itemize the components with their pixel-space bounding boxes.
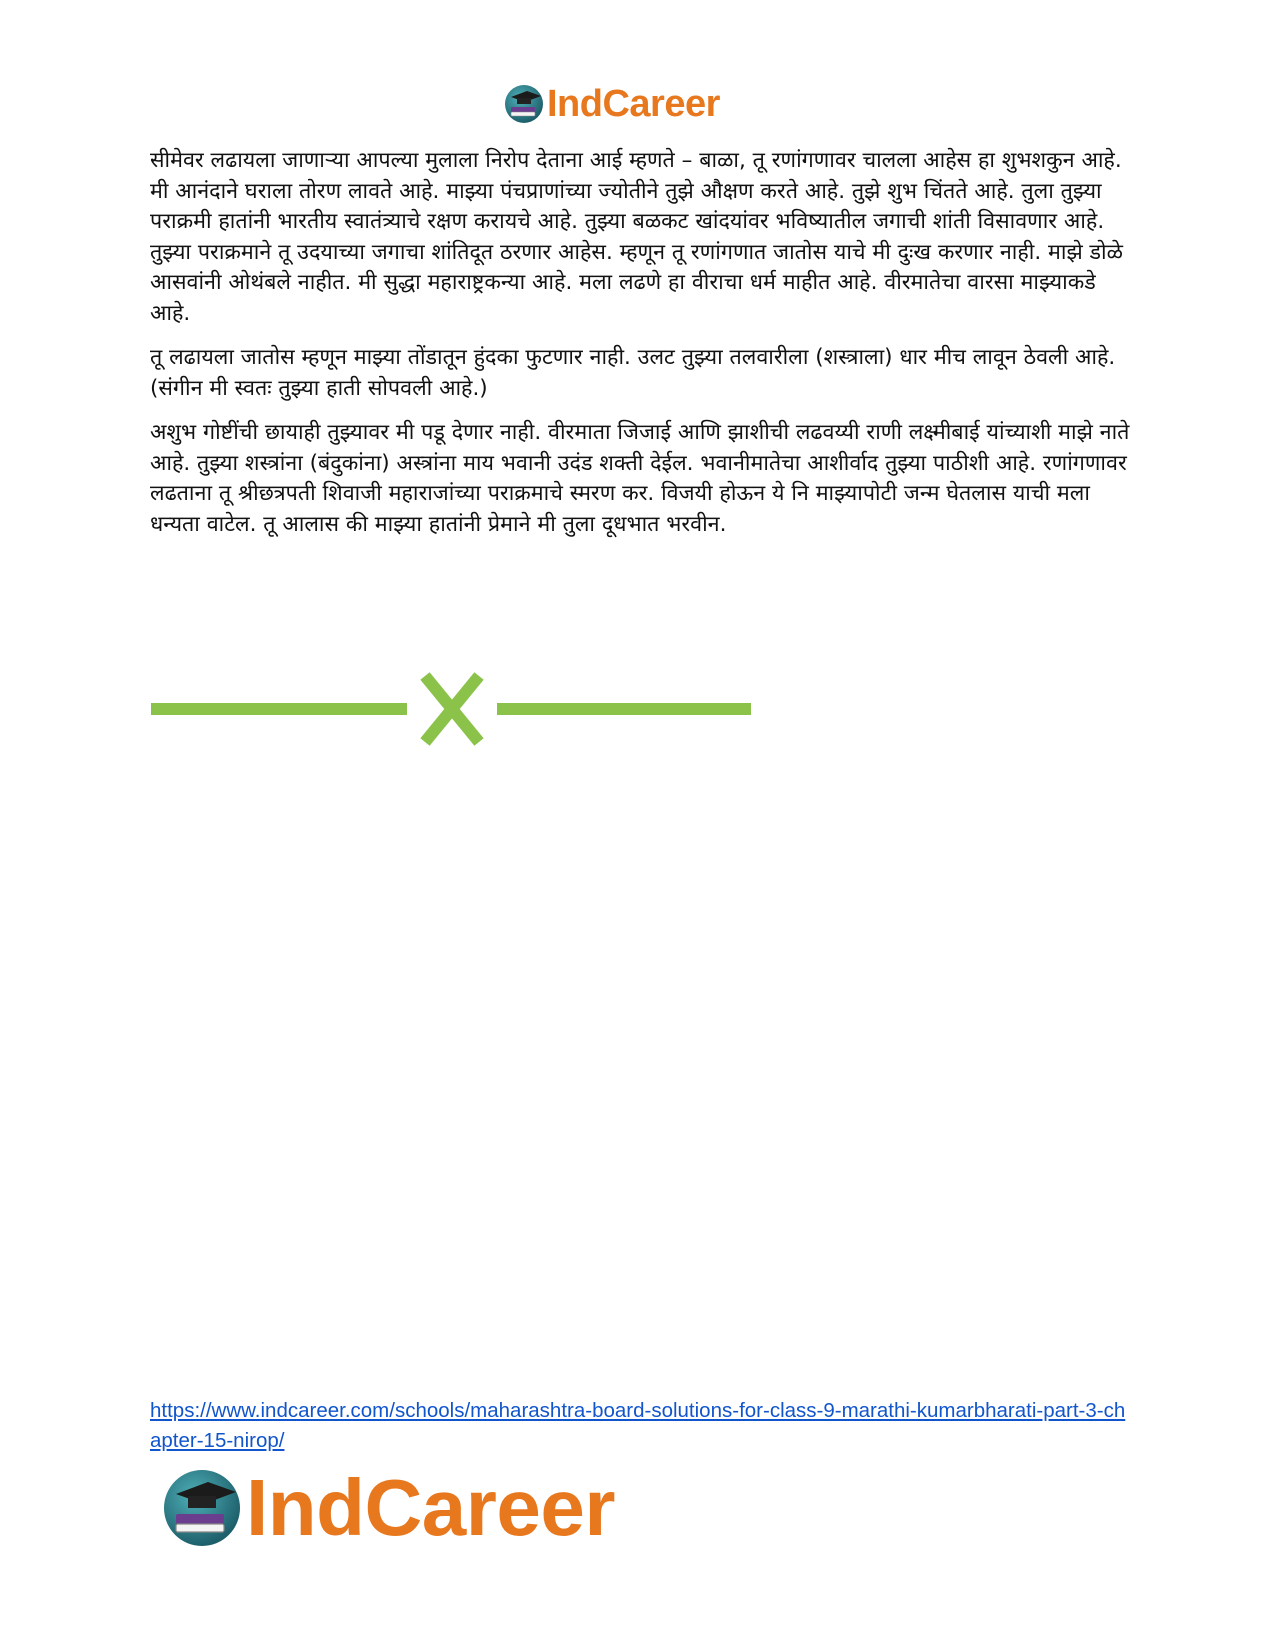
paragraph-1: सीमेवर लढायला जाणाऱ्या आपल्या मुलाला निरोप देताना आई म्हणते – बाळा, तू रणांगणावर चालला आहेस हा शुभशकुन आहे. मी आनंदाने घराला तोरण लावते आहे. माझ्या पंचप्राणांच्या ज्योतीने तुझे औक्षण करते आहे. तुझे शुभ चिंतते आहे. तुला तुझ्या पराक्रमी हातांनी भारतीय स्वातंत्र्याचे रक्षण करायचे आहे. तुझ्या बळकट खांदयांवर भविष्यातील जगाची शांती विसावणार आहे. तुझ्या पराक्रमाने तू उदयाच्या जगाचा शांतिदूत ठरणार आहेस. म्हणून तू रणांगणात जातोस याचे मी दुःख करणार नाही. माझे डोळे आसवांनी ओथंबले नाहीत. मी सुद्धा महाराष्ट्रकन्या आहे. मला लढणे हा वीराचा धर्म माहीत आहे. वीरमातेचा वारसा माझ्याकडे आहे. [150, 148, 1123, 326]
header-logo-text: IndCareer [547, 83, 720, 125]
source-url-link[interactable]: https://www.indcareer.com/schools/maharashtra-board-solutions-for-class-9-marathi-kumarbharati-part-3-chapter-15-nirop/ [150, 1399, 1126, 1452]
header-logo [503, 80, 720, 128]
cross-divider-icon [151, 668, 751, 750]
graduation-cap-book-icon [503, 83, 545, 125]
footer-logo-text: IndCareer [246, 1463, 615, 1552]
article-body [150, 146, 1130, 554]
paragraph-2: तू लढायला जातोस म्हणून माझ्या तोंडातून हुंदका फुटणार नाही. उलट तुझ्या तलवारीला (शस्त्राला) धार मीच लावून ठेवली आहे. (संगीन मी स्वतः तुझ्या हाती सोपवली आहे.) [150, 345, 1116, 401]
footer-logo [160, 1462, 615, 1554]
graduation-cap-book-icon [160, 1466, 244, 1550]
paragraph-3: अशुभ गोष्टींची छायाही तुझ्यावर मी पडू देणार नाही. वीरमाता जिजाई आणि झाशीची लढवय्यी राणी लक्ष्मीबाई यांच्याशी माझे नाते आहे. तुझ्या शस्त्रांना (बंदुकांना) अस्त्रांना माय भवानी उदंड शक्ती देईल. भवानीमातेचा आशीर्वाद तुझ्या पाठीशी आहे. रणांगणावर लढताना तू श्रीछत्रपती शिवाजी महाराजांच्या पराक्रमाचे स्मरण कर. विजयी होऊन ये नि माझ्यापोटी जन्म घेतलास याची मला धन्यता वाटेल. तू आलास की माझ्या हातांनी प्रेमाने मी तुला दूधभात भरवीन. [150, 420, 1130, 537]
